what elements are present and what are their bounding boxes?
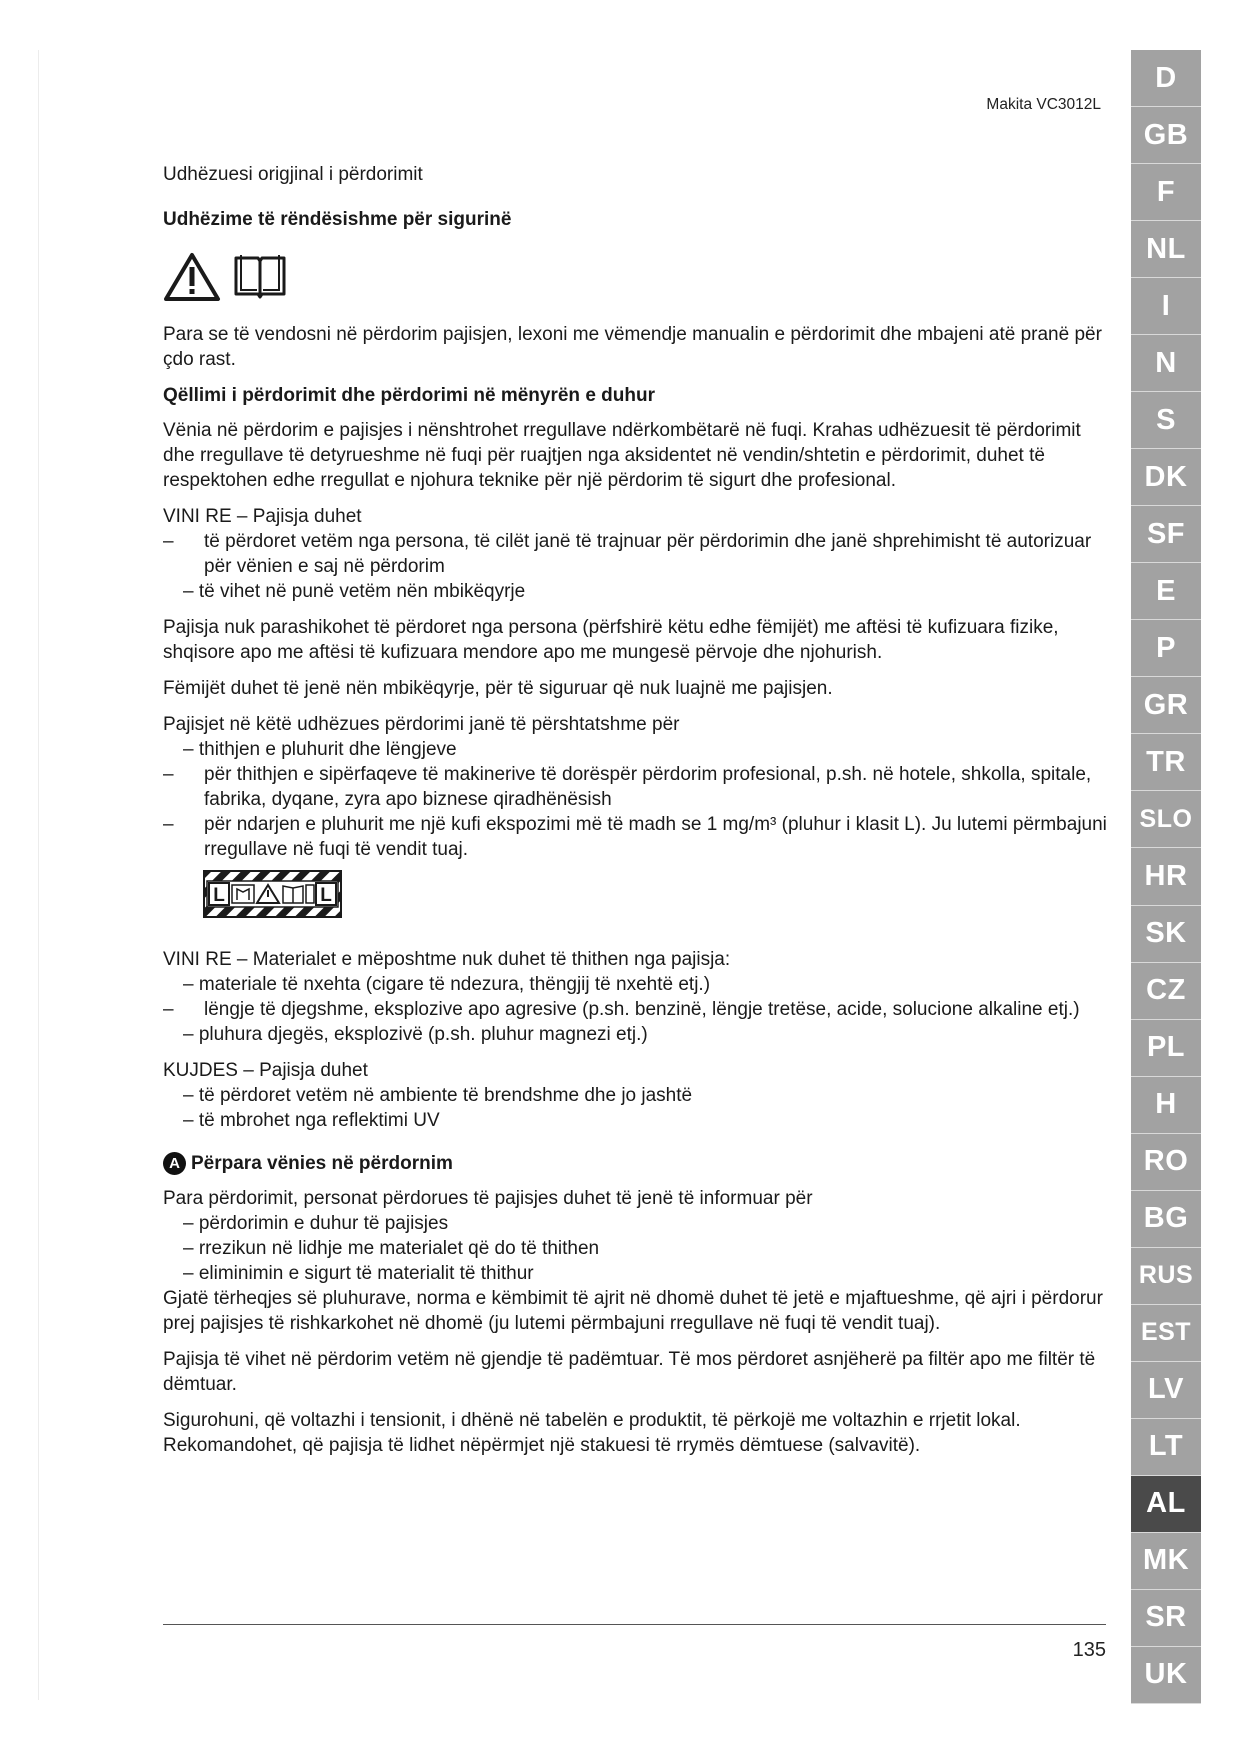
list-item: – materiale të nxehta (cigare të ndezura, thëngjij të nxehtë etj.) (183, 974, 711, 995)
notice-materials (163, 947, 1108, 1047)
notice-operators (163, 504, 1108, 604)
language-tab-cz[interactable]: CZ (1131, 963, 1201, 1020)
list-item: – përdorimin e duhur të pajisjes (183, 1213, 449, 1234)
section-a-badge: A (163, 1152, 186, 1175)
language-tab-bar (1131, 50, 1201, 1704)
warning-triangle-icon (163, 252, 221, 302)
purpose-paragraph: Vënia në përdorim e pajisjes i nënshtrohet rregullave ndërkombëtarë në fuqi. Krahas udhëzuesit të përdorimit dhe rregullave të detyrueshme në fuqi për ruajtjen nga aksidentet në vendin/shtetin e përdorimit, duhet të respektohen edhe rregullat e njohura teknike për një përdorim të sigurt dhe profesional. (163, 420, 1081, 491)
list-item: – të vihet në punë vetëm nën mbikëqyrje (183, 581, 526, 602)
language-tab-i[interactable]: I (1131, 278, 1201, 335)
language-tab-hr[interactable]: HR (1131, 848, 1201, 905)
label-class-right: L (320, 885, 332, 906)
list-item: – për thithjen e sipërfaqeve të makinerive të dorëspër përdorim profesional, p.sh. në hotele, shkolla, spitale, fabrika, dyqane, zyra apo biznese qiradhënësish (163, 764, 1092, 810)
label-class-left: L (213, 885, 225, 906)
list-dash: – (163, 814, 174, 835)
language-tab-gb[interactable]: GB (1131, 107, 1201, 164)
language-tab-d[interactable]: D (1131, 50, 1201, 107)
list-dash: – (163, 999, 174, 1020)
language-tab-pl[interactable]: PL (1131, 1020, 1201, 1077)
list-item: – për ndarjen e pluhurit me një kufi ekspozimi më të madh se 1 mg/m³ (pluhur i klasit L). Ju lutemi përmbajuni rregullave në fuqi të vendit tuaj. (163, 814, 1107, 860)
caution-block (163, 1058, 1108, 1133)
language-tab-f[interactable]: F (1131, 164, 1201, 221)
language-tab-rus[interactable]: RUS (1131, 1248, 1201, 1305)
list-item: – rrezikun në lidhje me materialet që do të thithen (183, 1238, 600, 1259)
language-tab-sk[interactable]: SK (1131, 906, 1201, 963)
language-tab-e[interactable]: E (1131, 563, 1201, 620)
children-paragraph: Fëmijët duhet të jenë nën mbikëqyrje, për të siguruar që nuk luajnë me pajisjen. (163, 678, 833, 699)
page-edge-line (38, 50, 39, 1700)
before-use-heading (163, 1151, 1108, 1176)
list-item: – eliminimin e sigurt të materialit të thithur (183, 1263, 534, 1284)
list-dash: – (163, 531, 174, 552)
read-manual-book-icon (231, 252, 289, 302)
notice-operators-title: VINI RE – Pajisja duhet (163, 506, 362, 527)
list-item: – të përdoret vetëm në ambiente të brendshme dhe jo jashtë (183, 1085, 693, 1106)
dust-class-l-label (203, 870, 342, 918)
language-tab-lt[interactable]: LT (1131, 1419, 1201, 1476)
language-tab-dk[interactable]: DK (1131, 449, 1201, 506)
language-tab-ro[interactable]: RO (1131, 1134, 1201, 1191)
footer-rule (163, 1624, 1106, 1625)
language-tab-h[interactable]: H (1131, 1077, 1201, 1134)
language-tab-al[interactable]: AL (1131, 1476, 1201, 1533)
condition-paragraph: Pajisja të vihet në përdorim vetëm në gjendje të padëmtuar. Të mos përdoret asnjëherë pa filtër apo me filtër të dëmtuar. (163, 1349, 1096, 1395)
main-content (163, 162, 1108, 1458)
language-tab-bg[interactable]: BG (1131, 1191, 1201, 1248)
language-tab-slo[interactable]: SLO (1131, 791, 1201, 848)
list-item: – thithjen e pluhurit dhe lëngjeve (183, 739, 457, 760)
language-tab-est[interactable]: EST (1131, 1305, 1201, 1362)
list-item: – lëngje të djegshme, eksplozive apo agresive (p.sh. benzinë, lëngje tretëse, acide, solucione alkaline etj.) (163, 999, 1080, 1020)
list-item: – të mbrohet nga reflektimi UV (183, 1110, 440, 1131)
language-tab-n[interactable]: N (1131, 335, 1201, 392)
language-tab-sf[interactable]: SF (1131, 506, 1201, 563)
safety-heading: Udhëzime të rëndësishme për sigurinë (163, 209, 512, 230)
language-tab-sr[interactable]: SR (1131, 1590, 1201, 1647)
language-tab-mk[interactable]: MK (1131, 1533, 1201, 1590)
language-tab-nl[interactable]: NL (1131, 221, 1201, 278)
notice-materials-title: VINI RE – Materialet e mëposhtme nuk duhet të thithen nga pajisja: (163, 949, 731, 970)
language-tab-p[interactable]: P (1131, 620, 1201, 677)
capabilities-paragraph: Pajisja nuk parashikohet të përdoret nga persona (përfshirë këtu edhe fëmijët) me aftësi të kufizuara fizike, shqisore apo me aftësi të kufizuara mendore apo me mungesë përvoje dhe njohurish. (163, 617, 1059, 663)
before-use-intro: Para përdorimit, personat përdorues të pajisjes duhet të jenë të informuar për (163, 1188, 813, 1209)
document-title: Udhëzuesi origjinal i përdorimit (163, 164, 423, 185)
language-tab-gr[interactable]: GR (1131, 677, 1201, 734)
list-item: – të përdoret vetëm nga persona, të cilët janë të trajnuar për përdorimin dhe janë shprehimisht të autorizuar për vënien e saj në përdorim (163, 531, 1092, 577)
model-header: Makita VC3012L (986, 96, 1101, 113)
before-use-block (163, 1186, 1108, 1336)
language-tab-s[interactable]: S (1131, 392, 1201, 449)
list-item: – pluhura djegës, eksplozivë (p.sh. pluhur magnezi etj.) (183, 1024, 648, 1045)
purpose-heading: Qëllimi i përdorimit dhe përdorimi në mënyrën e duhur (163, 385, 655, 406)
safety-intro: Para se të vendosni në përdorim pajisjen, lexoni me vëmendje manualin e përdorimit dhe mbajeni atë pranë për çdo rast. (163, 324, 1102, 370)
list-dash: – (163, 764, 174, 785)
safety-icons (163, 242, 1108, 302)
language-tab-uk[interactable]: UK (1131, 1647, 1201, 1704)
before-use-heading-text: Përpara vënies në përdornim (191, 1153, 453, 1174)
suitable-uses (163, 712, 1108, 862)
page-number: 135 (1072, 1639, 1106, 1661)
language-tab-lv[interactable]: LV (1131, 1362, 1201, 1419)
air-exchange-paragraph: Gjatë tërheqjes së pluhurave, norma e këmbimit të ajrit në dhomë duhet të jetë e mjaftueshme, që ajri i përdorur prej pajisjes të rishkarkohet në dhomë (ju lutemi përmbajuni rregullave në fuqi të vendit tuaj). (163, 1288, 1103, 1334)
caution-title: KUJDES – Pajisja duhet (163, 1060, 368, 1081)
language-tab-tr[interactable]: TR (1131, 734, 1201, 791)
voltage-paragraph: Sigurohuni, që voltazhi i tensionit, i dhënë në tabelën e produktit, të përkojë me voltazhin e rrjetit lokal. Rekomandohet, që pajisja të lidhet nëpërmjet një stakuesi të rrymës dëmtuese (salvavitë). (163, 1410, 1021, 1456)
suitable-title: Pajisjet në këtë udhëzues përdorimi janë të përshtatshme për (163, 714, 680, 735)
